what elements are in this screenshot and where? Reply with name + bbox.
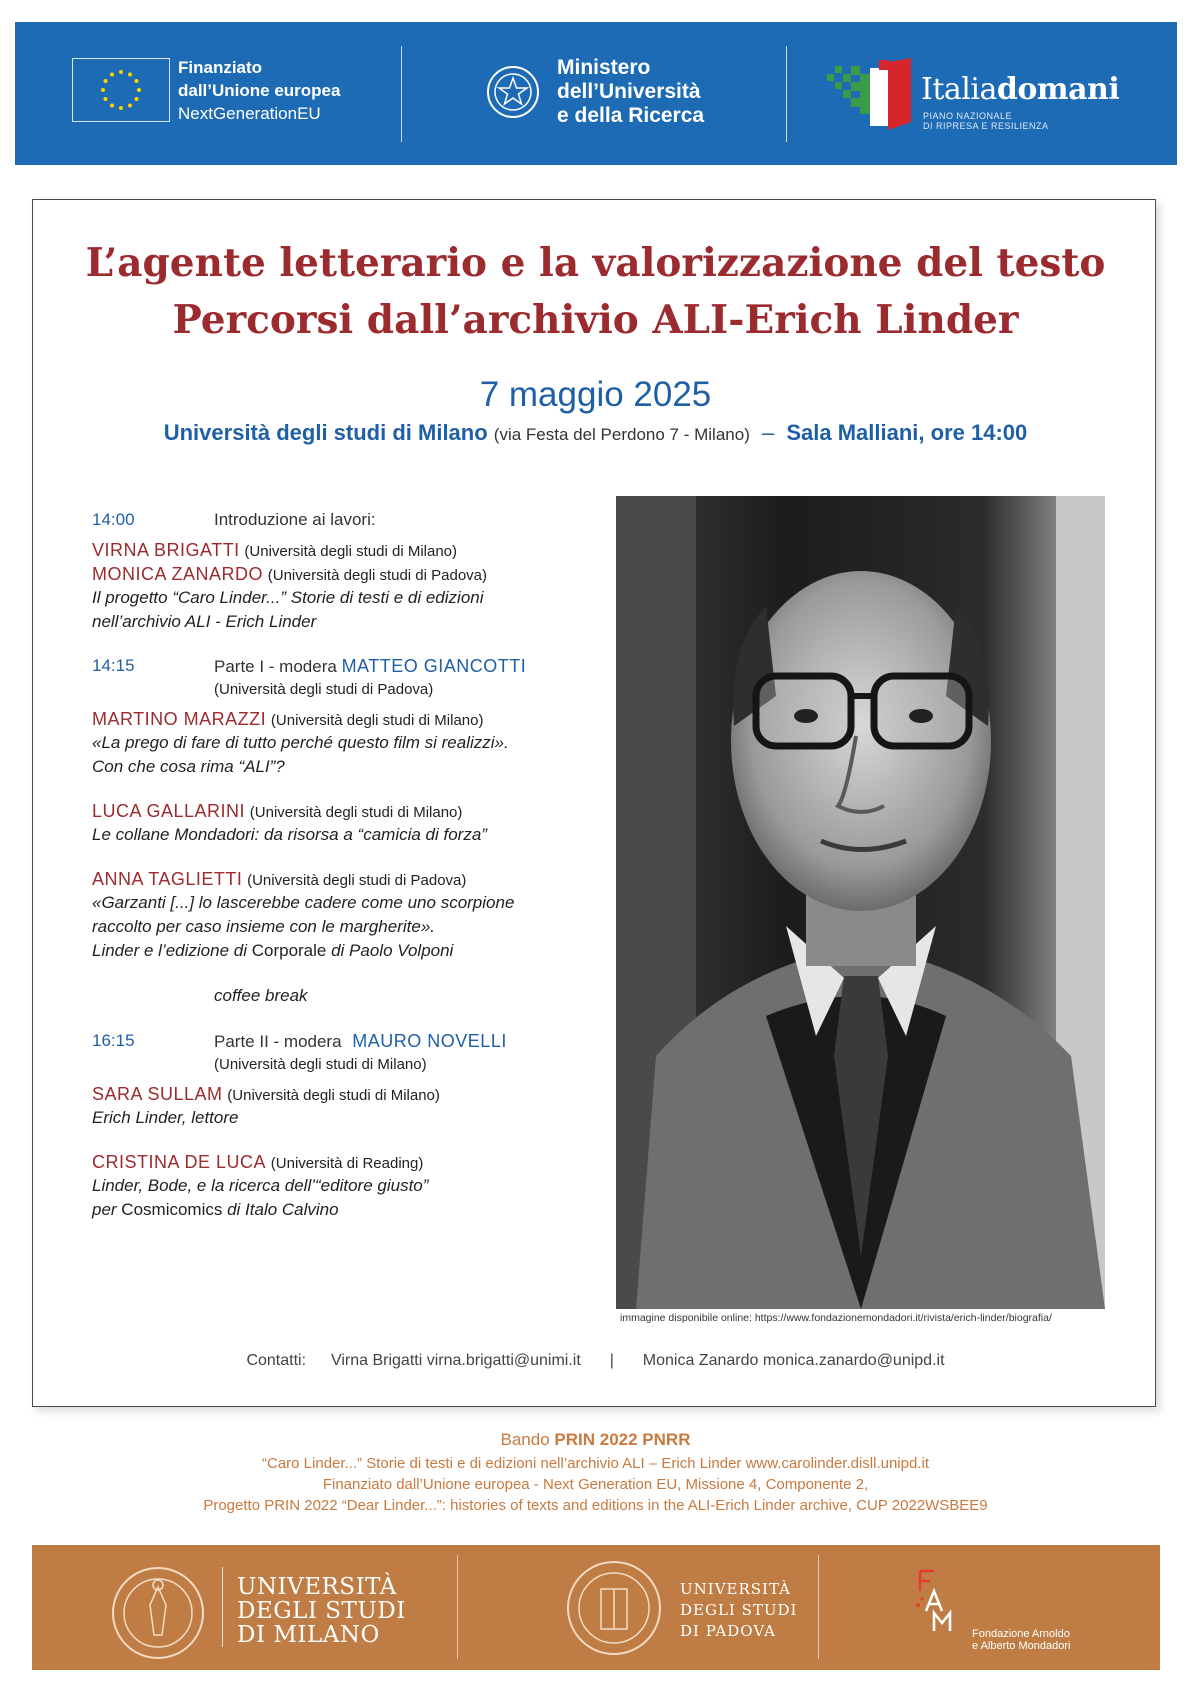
speaker-name: SARA SULLAM: [92, 1084, 223, 1104]
talk-title: raccolto per caso insieme con le margherite».: [92, 917, 435, 936]
talk-title: Linder e l’edizione di Corporale di Paolo Volponi: [92, 941, 454, 960]
unimi-name: UNIVERSITÀ DEGLI STUDI DI MILANO: [237, 1574, 406, 1648]
talk-title: Il progetto “Caro Linder...” Storie di testi e di edizioni: [92, 588, 484, 607]
unipd-name: UNIVERSITÀ DEGLI STUDI DI PADOVA: [680, 1580, 798, 1640]
speaker-affiliation: (Università degli studi di Milano): [227, 1087, 440, 1104]
partners-divider: [818, 1555, 819, 1659]
ministry-label: Ministero dell’Università e della Ricerca: [557, 56, 705, 127]
moderator-name: MAURO NOVELLI: [352, 1031, 507, 1051]
talk-title: Linder, Bode, e la ricerca dell’“editore giusto”: [92, 1176, 429, 1195]
time-slot: 14:15: [92, 656, 135, 675]
speaker-name: ANNA TAGLIETTI: [92, 869, 243, 889]
funding-line: “Caro Linder...” Storie di testi e di edizioni nell’archivio ALI – Erich Linder www.carolinder.disll.unipd.it: [262, 1455, 929, 1472]
speaker-entry: [92, 538, 457, 564]
talk-title: nell’archivio ALI - Erich Linder: [92, 612, 317, 631]
session-header: [214, 1029, 507, 1054]
time-slot: 16:15: [92, 1031, 135, 1050]
italian-republic-emblem-icon: [485, 60, 541, 126]
event-venue: [0, 420, 1191, 446]
contacts-label: Contatti:: [246, 1352, 307, 1369]
photo-caption: immagine disponibile online: https://www.fondazionemondadori.it/rivista/erich-linder/biografia/: [620, 1312, 1052, 1324]
venue-dash: –: [761, 420, 775, 445]
speaker-entry: [92, 1150, 423, 1176]
unipd-seal-icon: [565, 1559, 663, 1657]
event-title-line-2: Percorsi dall’archivio ALI-Erich Linder: [172, 297, 1019, 343]
venue-address: (via Festa del Perdono 7 - Milano): [493, 425, 750, 444]
unimi-seal-icon: [110, 1565, 206, 1661]
funding-header: [15, 22, 1177, 165]
logo-divider: [222, 1567, 223, 1647]
fam-name: Fondazione Arnoldo e Alberto Mondadori: [972, 1628, 1071, 1652]
speaker-affiliation: (Università degli studi di Milano): [270, 712, 484, 729]
talk-title: «La prego di fare di tutto perché questo film si realizzi».: [92, 733, 509, 752]
header-divider: [401, 46, 402, 142]
header-divider: [786, 46, 787, 142]
contacts: [0, 1352, 1191, 1370]
italia-domani-subtitle: PIANO NAZIONALE DI RIPRESA E RESILIENZA: [923, 111, 1049, 131]
speaker-entry: [92, 562, 487, 588]
speaker-entry: [92, 799, 462, 825]
moderator-affiliation: (Università degli studi di Padova): [214, 681, 434, 698]
contact-email[interactable]: virna.brigatti@unimi.it: [426, 1352, 581, 1369]
talk-title: Le collane Mondadori: da risorsa a “camicia di forza”: [92, 825, 487, 844]
talk-title: «Garzanti [...] lo lascerebbe cadere come uno scorpione: [92, 893, 515, 912]
talk-title: Erich Linder, lettore: [92, 1108, 239, 1127]
partners-bar: [32, 1545, 1160, 1670]
talk-title: Con che cosa rima “ALI”?: [92, 757, 285, 776]
fam-logo-icon: [912, 1567, 962, 1653]
erich-linder-portrait: [616, 496, 1105, 1309]
contact-name: Monica Zanardo: [642, 1352, 759, 1369]
speaker-entry: [92, 867, 466, 893]
coffee-break: coffee break: [214, 986, 308, 1005]
time-slot: 14:00: [92, 510, 135, 529]
speaker-affiliation: (Università di Reading): [270, 1155, 424, 1172]
moderator-name: MATTEO GIANCOTTI: [341, 656, 527, 676]
intro-label: Introduzione ai lavori:: [214, 510, 376, 529]
session-header: [214, 654, 526, 679]
speaker-affiliation: (Università degli studi di Padova): [267, 567, 488, 584]
italia-domani-flag-icon: [823, 48, 923, 138]
venue-room: Sala Malliani, ore 14:00: [786, 420, 1028, 445]
funding-line: Progetto PRIN 2022 “Dear Linder...”: histories of texts and editions in the ALI-Erich Linder archive, CUP 2022WSBEE9: [203, 1497, 988, 1514]
speaker-name: LUCA GALLARINI: [92, 801, 246, 821]
speaker-affiliation: (Università degli studi di Padova): [247, 872, 467, 889]
bando-label: Bando PRIN 2022 PNRR: [500, 1430, 691, 1449]
funding-line: Finanziato dall’Unione europea - Next Generation EU, Missione 4, Componente 2,: [322, 1476, 869, 1493]
session-label: Parte II - modera: [214, 1032, 342, 1051]
speaker-affiliation: (Università degli studi di Milano): [244, 543, 458, 560]
session-label: Parte I - modera: [214, 657, 337, 676]
speaker-name: VIRNA BRIGATTI: [92, 540, 240, 560]
contact-email[interactable]: monica.zanardo@unipd.it: [762, 1352, 945, 1369]
contacts-divider: |: [609, 1352, 614, 1369]
moderator-affiliation: (Università degli studi di Milano): [214, 1056, 427, 1073]
speaker-name: MONICA ZANARDO: [92, 564, 264, 584]
eu-flag-icon: [72, 58, 170, 122]
speaker-entry: [92, 1082, 440, 1108]
program: [92, 508, 592, 1228]
event-title-line-1: L’agente letterario e la valorizzazione del testo: [85, 240, 1106, 286]
contact-name: Virna Brigatti: [330, 1352, 423, 1369]
speaker-name: CRISTINA DE LUCA: [92, 1152, 267, 1172]
speaker-name: MARTINO MARAZZI: [92, 709, 267, 729]
eu-funding-label: Finanziato dall’Unione europea NextGenerationEU: [178, 58, 341, 123]
venue-name: Università degli studi di Milano: [163, 420, 488, 445]
talk-title: per Cosmicomics di Italo Calvino: [92, 1200, 339, 1219]
italia-domani-logo: Italiadomani: [921, 72, 1120, 107]
partners-divider: [457, 1555, 458, 1659]
speaker-affiliation: (Università degli studi di Milano): [249, 804, 463, 821]
speaker-entry: [92, 707, 484, 733]
event-date: 7 maggio 2025: [479, 375, 712, 414]
